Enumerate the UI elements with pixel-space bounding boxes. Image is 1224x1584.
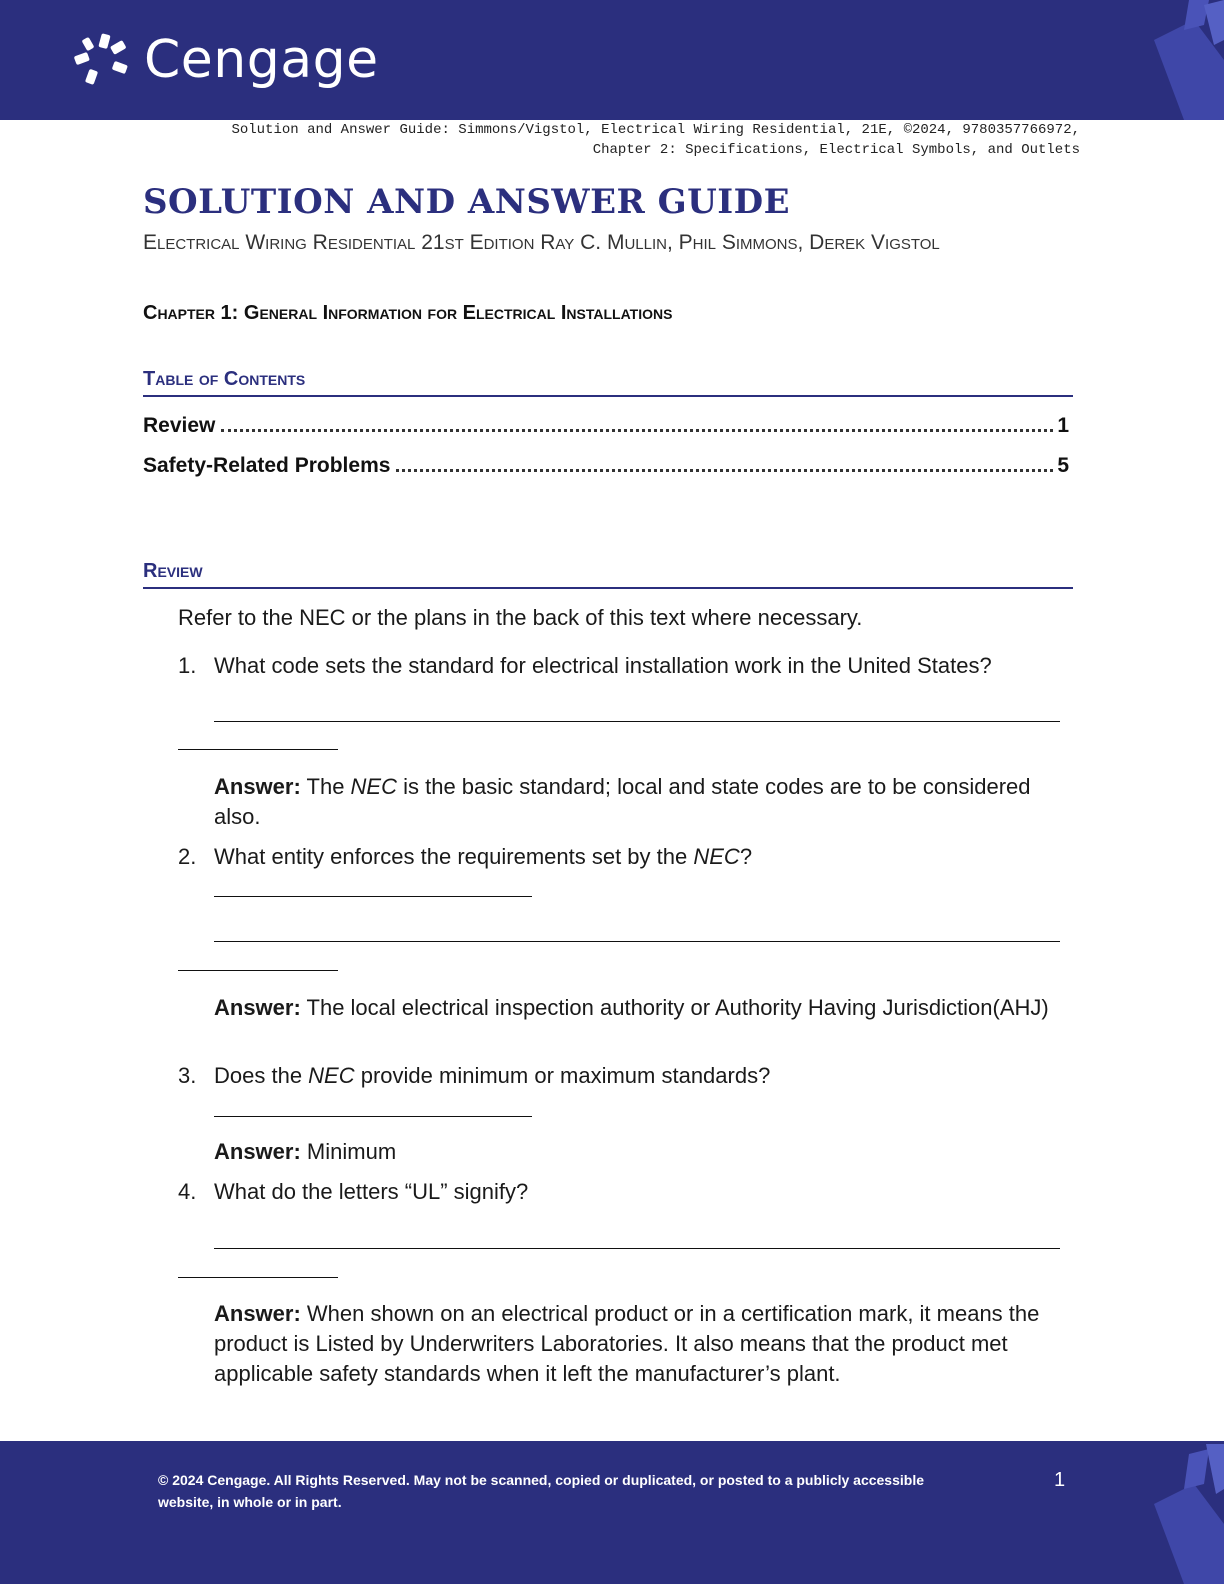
toc-leader-dots xyxy=(396,469,1053,472)
cengage-logo xyxy=(74,30,379,90)
review-intro: Refer to the NEC or the plans in the back of this text where necessary. xyxy=(178,605,863,630)
decorative-shapes-icon xyxy=(1134,1444,1224,1584)
toc-item-page: 1 xyxy=(1057,414,1069,437)
footer-copyright: © 2024 Cengage. All Rights Reserved. May not be scanned, copied or duplicated, or posted to a publicly accessible website, in whole or in part. xyxy=(158,1472,925,1510)
answer-blank-line xyxy=(214,1116,532,1117)
answer-2: Answer: The local electrical inspection authority or Authority Having Jurisdiction(AHJ) xyxy=(214,995,1049,1020)
answer-blank-line xyxy=(214,721,1060,722)
running-head-line-1: Solution and Answer Guide: Simmons/Vigstol, Electrical Wiring Residential, 21E, ©2024, 9780357766972, xyxy=(231,122,1080,138)
footer-band xyxy=(0,1441,1224,1584)
answer-label: Answer: xyxy=(214,774,301,799)
question-text: What entity enforces the requirements set by the NEC? xyxy=(214,844,753,869)
answer-label: Answer: xyxy=(214,1301,301,1326)
toc-heading: Table of Contents xyxy=(143,368,1073,397)
question-number: 3. xyxy=(178,1063,197,1088)
answer-blank-line xyxy=(214,1248,1060,1249)
answer-label: Answer: xyxy=(214,1139,301,1164)
answer-4: Answer: When shown on an electrical product or in a certification mark, it means the product is Listed by Underwriters Laboratories. It also means that the product met applicable safety standards when it left the manufacturer’s plant. xyxy=(214,1301,1040,1386)
question-text: What code sets the standard for electrical installation work in the United States? xyxy=(214,653,992,678)
question-3 xyxy=(178,1063,1078,1089)
question-2 xyxy=(178,844,1078,870)
question-1 xyxy=(178,653,1078,679)
toc-item-label: Safety-Related Problems xyxy=(143,454,391,477)
question-number: 1. xyxy=(178,653,197,678)
answer-blank-line xyxy=(178,970,338,971)
answer-blank-line xyxy=(178,1277,338,1278)
toc-leader-dots xyxy=(221,429,1053,432)
question-4 xyxy=(178,1179,1078,1205)
toc-item-label: Review xyxy=(143,414,216,437)
toc-item-safety-related-problems[interactable] xyxy=(143,454,1069,482)
page-subtitle: Electrical Wiring Residential 21st Edition Ray C. Mullin, Phil Simmons, Derek Vigstol xyxy=(143,231,940,254)
question-number: 4. xyxy=(178,1179,197,1204)
answer-blank-line xyxy=(214,941,1060,942)
question-number: 2. xyxy=(178,844,197,869)
page-title: SOLUTION AND ANSWER GUIDE xyxy=(143,182,791,222)
question-text: Does the NEC provide minimum or maximum standards? xyxy=(214,1063,771,1088)
answer-blank-line xyxy=(214,896,532,897)
running-head-line-2: Chapter 2: Specifications, Electrical Symbols, and Outlets xyxy=(592,142,1080,158)
page-number: 1 xyxy=(1054,1469,1066,1491)
toc-item-review[interactable] xyxy=(143,414,1069,442)
running-head xyxy=(100,120,1080,160)
answer-3: Answer: Minimum xyxy=(214,1139,397,1164)
decorative-shapes-icon xyxy=(1134,0,1224,120)
question-text: What do the letters “UL” signify? xyxy=(214,1179,529,1204)
toc-item-page: 5 xyxy=(1057,454,1069,477)
cengage-starburst-icon xyxy=(74,30,134,90)
answer-label: Answer: xyxy=(214,995,301,1020)
answer-1: Answer: The NEC is the basic standard; local and state codes are to be considered also. xyxy=(214,774,1031,829)
cengage-wordmark: Cengage xyxy=(144,30,379,90)
answer-blank-line xyxy=(178,749,338,750)
chapter-heading: Chapter 1: General Information for Electrical Installations xyxy=(143,302,673,324)
header-band xyxy=(0,0,1224,120)
review-heading: Review xyxy=(143,560,1073,589)
